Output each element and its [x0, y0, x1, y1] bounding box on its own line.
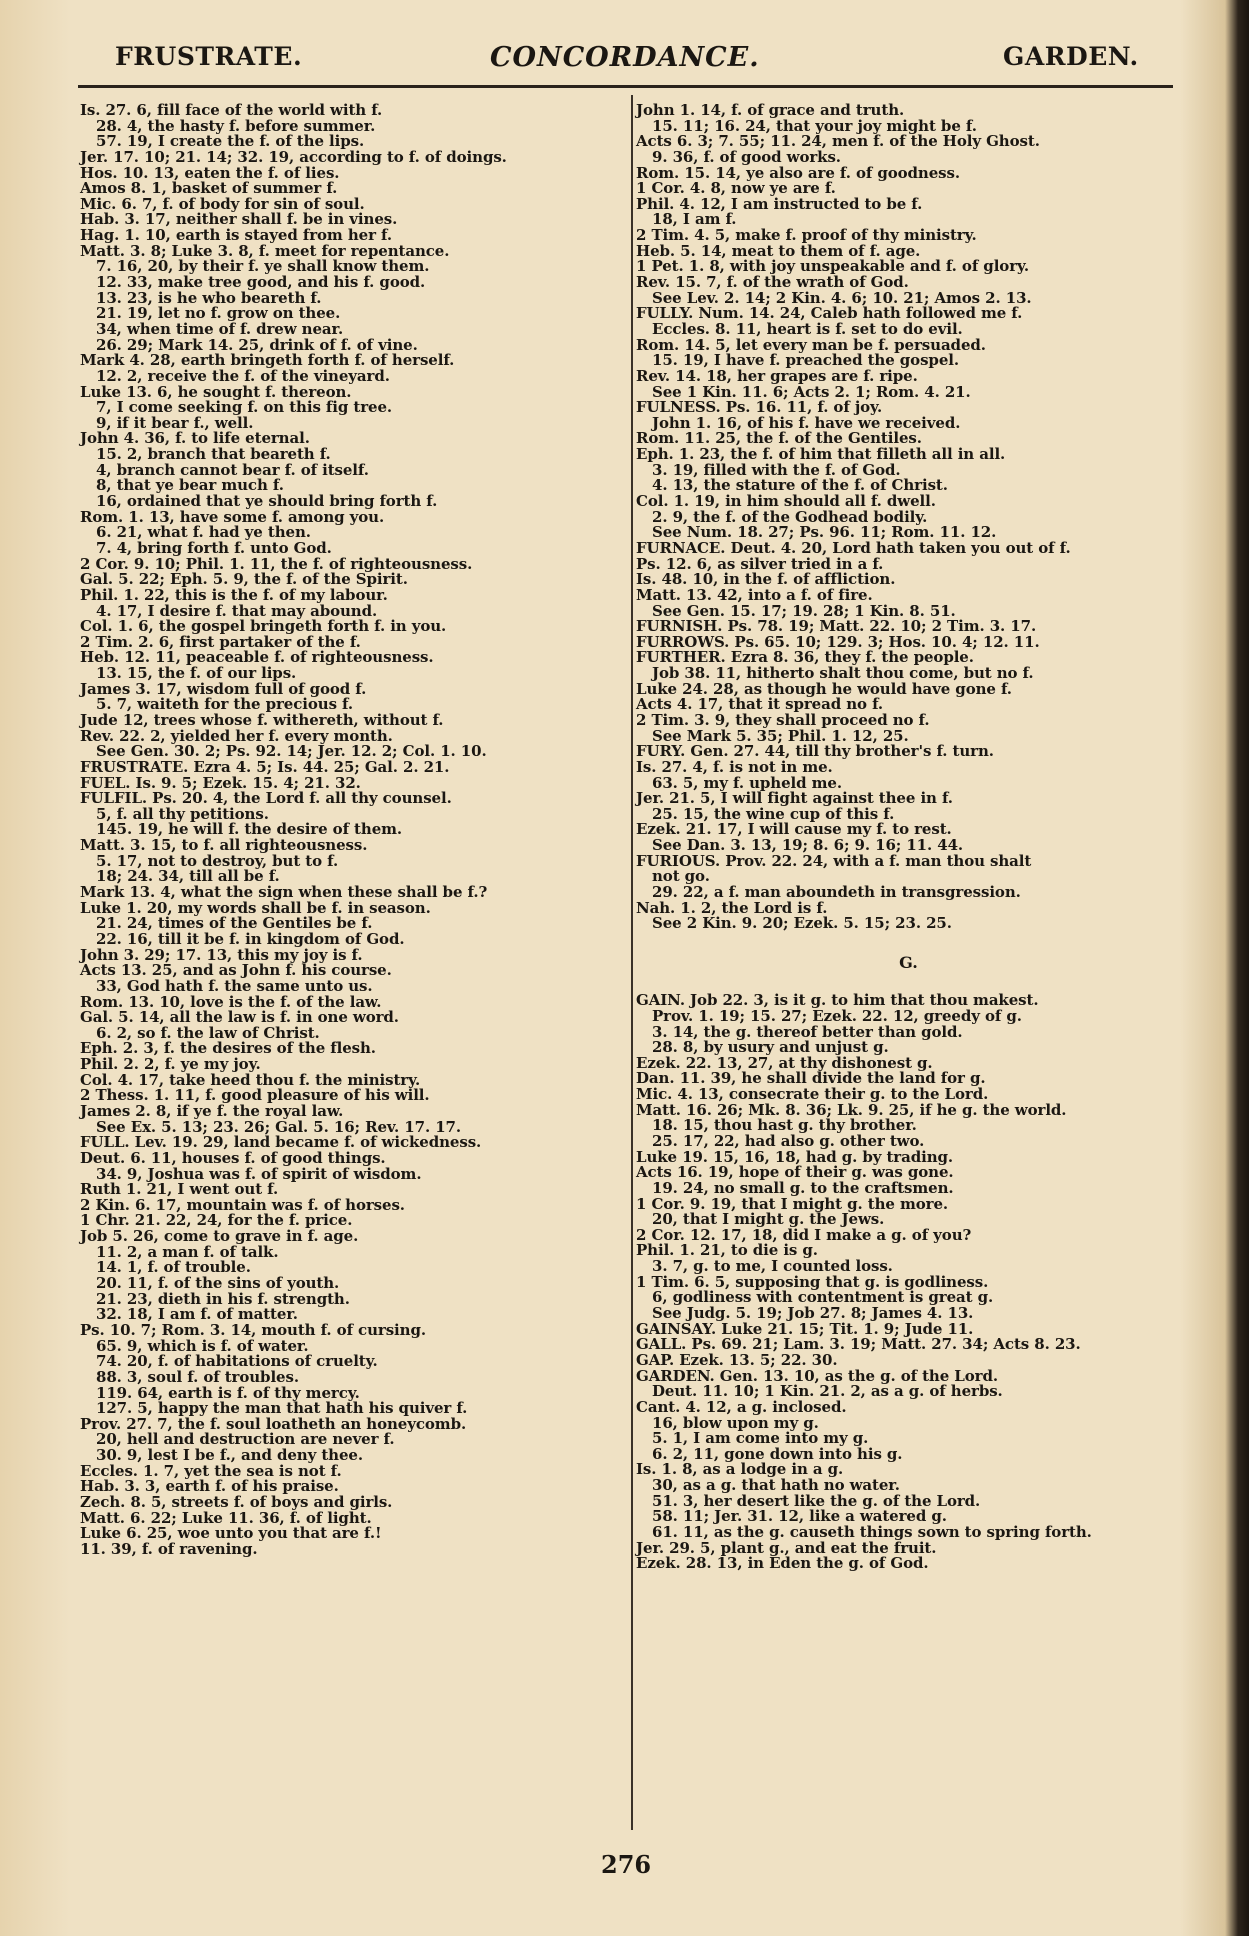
concordance-line: Ezek. 21. 17, I will cause my f. to rest.	[636, 820, 952, 839]
concordance-line: 2 Cor. 9. 10; Phil. 1. 11, the f. of righteousness.	[80, 554, 473, 573]
concordance-line: Prov. 27. 7, the f. soul loatheth an honeycomb.	[80, 1414, 467, 1433]
concordance-line: 1 Pet. 1. 8, with joy unspeakable and f. of glory.	[636, 257, 1030, 276]
concordance-line: 7, I come seeking f. on this fig tree.	[96, 398, 393, 417]
concordance-line: Col. 1. 6, the gospel bringeth forth f. in you.	[80, 617, 447, 636]
concordance-line: Col. 1. 19, in him should all f. dwell.	[636, 492, 936, 511]
concordance-line: 65. 9, which is f. of water.	[96, 1336, 309, 1355]
concordance-line: Rev. 14. 18, her grapes are f. ripe.	[636, 366, 918, 385]
concordance-line: Rom. 13. 10, love is the f. of the law.	[80, 992, 382, 1011]
concordance-line: Hab. 3. 17, neither shall f. be in vines.	[80, 210, 398, 229]
concordance-line: FURROWS. Ps. 65. 10; 129. 3; Hos. 10. 4; 12. 11.	[636, 632, 1040, 651]
concordance-line: 2 Thess. 1. 11, f. good pleasure of his will.	[80, 1086, 430, 1105]
concordance-line: Luke 13. 6, he sought f. thereon.	[80, 382, 352, 401]
concordance-line: 7. 16, 20, by their f. ye shall know them.	[96, 257, 430, 276]
concordance-line: 5, f. all thy petitions.	[96, 804, 269, 823]
concordance-line: Mark 4. 28, earth bringeth forth f. of herself.	[80, 351, 455, 370]
concordance-line: Is. 27. 4, f. is not in me.	[636, 757, 833, 776]
header-title: CONCORDANCE.	[490, 42, 760, 73]
concordance-line: 34. 9, Joshua was f. of spirit of wisdom.	[96, 1164, 422, 1183]
concordance-line: 34, when time of f. drew near.	[96, 319, 344, 338]
concordance-line: 6. 2, so f. the law of Christ.	[96, 1023, 320, 1042]
concordance-line: John 1. 14, f. of grace and truth.	[636, 101, 905, 119]
concordance-line: Acts 16. 19, hope of their g. was gone.	[636, 1163, 954, 1182]
concordance-line: Ezek. 22. 13, 27, at thy dishonest g.	[636, 1053, 933, 1072]
concordance-line: Rev. 15. 7, f. of the wrath of God.	[636, 273, 909, 292]
concordance-line: 8, that ye bear much f.	[96, 476, 284, 495]
concordance-line: 20, that I might g. the Jews.	[652, 1210, 885, 1229]
concordance-line: See Judg. 5. 19; Job 27. 8; James 4. 13.	[652, 1304, 974, 1323]
concordance-line: Prov. 1. 19; 15. 27; Ezek. 22. 12, greedy of g.	[652, 1006, 1022, 1025]
concordance-line: 18. 15, thou hast g. thy brother.	[652, 1116, 917, 1135]
concordance-line: 4. 17, I desire f. that may abound.	[96, 601, 378, 620]
concordance-line: 30. 9, lest I be f., and deny thee.	[96, 1446, 363, 1465]
concordance-line: 58. 11; Jer. 31. 12, like a watered g.	[652, 1507, 947, 1526]
concordance-line: 11. 39, f. of ravening.	[80, 1539, 258, 1558]
concordance-line: Hab. 3. 3, earth f. of his praise.	[80, 1477, 339, 1496]
concordance-line: Hos. 10. 13, eaten the f. of lies.	[80, 163, 340, 182]
concordance-line: Dan. 11. 39, he shall divide the land for g.	[636, 1069, 986, 1088]
concordance-line: 2. 9, the f. of the Godhead bodily.	[652, 507, 928, 526]
concordance-line: 2 Tim. 4. 5, make f. proof of thy ministry.	[636, 226, 977, 245]
concordance-line: Matt. 16. 26; Mk. 8. 36; Lk. 9. 25, if he g. the world.	[636, 1100, 1067, 1119]
concordance-line: Deut. 11. 10; 1 Kin. 21. 2, as a g. of herbs.	[652, 1382, 1003, 1401]
concordance-line: Phil. 2. 2, f. ye my joy.	[80, 1055, 261, 1074]
concordance-line: Acts 13. 25, and as John f. his course.	[80, 961, 392, 980]
concordance-line: Luke 24. 28, as though he would have gone f.	[636, 679, 1012, 698]
concordance-line: Jude 12, trees whose f. withereth, without f.	[80, 710, 444, 729]
concordance-line: Mic. 6. 7, f. of body for sin of soul.	[80, 194, 365, 213]
concordance-line: GAP. Ezek. 13. 5; 22. 30.	[636, 1350, 838, 1369]
concordance-line: 3. 19, filled with the f. of God.	[652, 460, 901, 479]
concordance-line: 20. 11, f. of the sins of youth.	[96, 1274, 340, 1293]
concordance-line: 119. 64, earth is f. of thy mercy.	[96, 1383, 360, 1402]
concordance-line: 15. 11; 16. 24, that your joy might be f.	[652, 116, 977, 135]
concordance-line: 16, blow upon my g.	[652, 1413, 819, 1432]
concordance-line: 28. 8, by usury and unjust g.	[652, 1038, 889, 1057]
concordance-line: Phil. 1. 22, this is the f. of my labour.	[80, 585, 388, 604]
concordance-line: FURNISH. Ps. 78. 19; Matt. 22. 10; 2 Tim. 3. 17.	[636, 617, 1037, 636]
concordance-line: FUEL. Is. 9. 5; Ezek. 15. 4; 21. 32.	[80, 773, 361, 792]
concordance-line: Rom. 15. 14, ye also are f. of goodness.	[636, 163, 960, 182]
concordance-line: FURY. Gen. 27. 44, till thy brother's f. turn.	[636, 742, 994, 761]
concordance-line: 5. 7, waiteth for the precious f.	[96, 695, 353, 714]
concordance-line: 26. 29; Mark 14. 25, drink of f. of vine.	[96, 335, 418, 354]
page-number: 276	[601, 1850, 652, 1879]
concordance-line: 1 Cor. 9. 19, that I might g. the more.	[636, 1194, 949, 1213]
page-header	[115, 38, 1165, 78]
concordance-line: 22. 16, till it be f. in kingdom of God.	[96, 929, 405, 948]
concordance-line: See Mark 5. 35; Phil. 1. 12, 25.	[652, 726, 909, 745]
concordance-line: 21. 24, times of the Gentiles be f.	[96, 914, 373, 933]
concordance-line: 12. 2, receive the f. of the vineyard.	[96, 366, 390, 385]
concordance-line: Jer. 21. 5, I will fight against thee in f.	[636, 789, 953, 808]
concordance-line: Job 5. 26, come to grave in f. age.	[80, 1227, 359, 1246]
concordance-line: Jer. 17. 10; 21. 14; 32. 19, according to f. of doings.	[80, 147, 507, 166]
concordance-line: Matt. 3. 8; Luke 3. 8, f. meet for repentance.	[80, 241, 450, 260]
concordance-line: 9. 36, f. of good works.	[652, 147, 841, 166]
concordance-line: Matt. 3. 15, to f. all righteousness.	[80, 836, 368, 855]
concordance-line: See Dan. 3. 13, 19; 8. 6; 9. 16; 11. 44.	[652, 836, 964, 855]
concordance-line: 74. 20, f. of habitations of cruelty.	[96, 1352, 378, 1371]
section-heading: G.	[899, 952, 918, 972]
concordance-line: Ezek. 28. 13, in Eden the g. of God.	[636, 1554, 929, 1573]
concordance-line: FURIOUS. Prov. 22. 24, with a f. man thou shalt	[636, 851, 1032, 870]
concordance-line: 61. 11, as the g. causeth things sown to spring forth.	[652, 1523, 1092, 1542]
concordance-line: 6. 2, 11, gone down into his g.	[652, 1444, 903, 1463]
concordance-line: 13. 15, the f. of our lips.	[96, 664, 297, 683]
right-column	[636, 103, 1181, 1572]
concordance-line: Eccles. 8. 11, heart is f. set to do evil.	[652, 319, 963, 338]
concordance-line: John 1. 16, of his f. have we received.	[652, 413, 961, 432]
concordance-line: Is. 48. 10, in the f. of affliction.	[636, 570, 896, 589]
concordance-line: Acts 6. 3; 7. 55; 11. 24, men f. of the Holy Ghost.	[636, 132, 1040, 151]
concordance-line: 16, ordained that ye should bring forth f.	[96, 492, 438, 511]
concordance-line: Cant. 4. 12, a g. inclosed.	[636, 1397, 847, 1416]
concordance-line: GAINSAY. Luke 21. 15; Tit. 1. 9; Jude 11.	[636, 1319, 974, 1338]
concordance-line: Eph. 2. 3, f. the desires of the flesh.	[80, 1039, 376, 1058]
concordance-line: Amos 8. 1, basket of summer f.	[80, 179, 338, 198]
concordance-line: Ruth 1. 21, I went out f.	[80, 1180, 279, 1199]
concordance-line: James 2. 8, if ye f. the royal law.	[80, 1102, 344, 1120]
concordance-line: 3. 7, g. to me, I counted loss.	[652, 1257, 893, 1276]
concordance-line: Col. 4. 17, take heed thou f. the ministry.	[80, 1070, 421, 1089]
concordance-line: 1 Tim. 6. 5, supposing that g. is godliness.	[636, 1272, 989, 1291]
concordance-line: Luke 1. 20, my words shall be f. in season.	[80, 898, 431, 917]
concordance-line: 5. 17, not to destroy, but to f.	[96, 851, 339, 870]
column-divider	[631, 95, 633, 1830]
concordance-line: 21. 19, let no f. grow on thee.	[96, 304, 341, 323]
concordance-line: not go.	[652, 867, 710, 886]
concordance-line: Mark 13. 4, what the sign when these shall be f.?	[80, 883, 488, 902]
concordance-line: 6, godliness with contentment is great g.	[652, 1288, 994, 1307]
header-right-guide-word: GARDEN.	[1003, 42, 1139, 71]
concordance-line: Rev. 22. 2, yielded her f. every month.	[80, 726, 393, 745]
concordance-line: FULFIL. Ps. 20. 4, the Lord f. all thy counsel.	[80, 789, 452, 808]
concordance-line: Matt. 13. 42, into a f. of fire.	[636, 585, 873, 604]
concordance-line: 5. 1, I am come into my g.	[652, 1429, 869, 1448]
concordance-line: FULL. Lev. 19. 29, land became f. of wickedness.	[80, 1133, 482, 1152]
concordance-line: 30, as a g. that hath no water.	[652, 1476, 900, 1495]
concordance-line: 15. 19, I have f. preached the gospel.	[652, 351, 959, 370]
concordance-line: 63. 5, my f. upheld me.	[652, 773, 842, 792]
concordance-line: Gal. 5. 14, all the law is f. in one word.	[80, 1008, 399, 1027]
concordance-line: Ps. 12. 6, as silver tried in a f.	[636, 554, 884, 573]
concordance-line: See 1 Kin. 11. 6; Acts 2. 1; Rom. 4. 21.	[652, 382, 971, 401]
concordance-line: 14. 1, f. of trouble.	[96, 1258, 251, 1277]
concordance-line: Heb. 12. 11, peaceable f. of righteousness.	[80, 648, 434, 667]
concordance-line: FURNACE. Deut. 4. 20, Lord hath taken you out of f.	[636, 538, 1071, 557]
concordance-line: GAIN. Job 22. 3, is it g. to him that thou makest.	[636, 991, 1039, 1010]
concordance-line: Job 38. 11, hitherto shalt thou come, but no f.	[652, 664, 1034, 683]
concordance-line: Ps. 10. 7; Rom. 3. 14, mouth f. of cursing.	[80, 1320, 426, 1339]
concordance-line: See Gen. 15. 17; 19. 28; 1 Kin. 8. 51.	[652, 601, 956, 620]
concordance-line: Jer. 29. 5, plant g., and eat the fruit.	[636, 1538, 937, 1557]
concordance-line: Heb. 5. 14, meat to them of f. age.	[636, 241, 921, 260]
concordance-line: Gal. 5. 22; Eph. 5. 9, the f. of the Spirit.	[80, 570, 408, 589]
concordance-line: Is. 1. 8, as a lodge in a g.	[636, 1460, 844, 1479]
concordance-line: 11. 2, a man f. of talk.	[96, 1242, 279, 1261]
concordance-line: See 2 Kin. 9. 20; Ezek. 5. 15; 23. 25.	[652, 914, 952, 933]
concordance-line: 2 Tim. 2. 6, first partaker of the f.	[80, 632, 361, 651]
concordance-line: FRUSTRATE. Ezra 4. 5; Is. 44. 25; Gal. 2. 21.	[80, 757, 450, 776]
concordance-line: 4. 13, the stature of the f. of Christ.	[652, 476, 948, 495]
concordance-line: 127. 5, happy the man that hath his quiver f.	[96, 1399, 468, 1418]
concordance-line: Rom. 11. 25, the f. of the Gentiles.	[636, 429, 922, 448]
concordance-line: John 3. 29; 17. 13, this my joy is f.	[80, 945, 363, 964]
header-rule	[78, 85, 1173, 88]
concordance-line: 2 Cor. 12. 17, 18, did I make a g. of you?	[636, 1225, 972, 1244]
concordance-line: 28. 4, the hasty f. before summer.	[96, 116, 376, 135]
concordance-line: Eccles. 1. 7, yet the sea is not f.	[80, 1461, 342, 1480]
concordance-line: Acts 4. 17, that it spread no f.	[636, 695, 884, 714]
concordance-line: FULLY. Num. 14. 24, Caleb hath followed me f.	[636, 304, 1023, 323]
concordance-line: FULNESS. Ps. 16. 11, f. of joy.	[636, 398, 883, 417]
concordance-line: See Ex. 5. 13; 23. 26; Gal. 5. 16; Rev. 17. 17.	[96, 1117, 461, 1136]
concordance-line: 13. 23, is he who beareth f.	[96, 288, 322, 307]
concordance-line: 2 Tim. 3. 9, they shall proceed no f.	[636, 710, 930, 729]
concordance-line: FURTHER. Ezra 8. 36, they f. the people.	[636, 648, 974, 667]
concordance-line: See Lev. 2. 14; 2 Kin. 4. 6; 10. 21; Amos 2. 13.	[652, 288, 1032, 307]
concordance-line: 4, branch cannot bear f. of itself.	[96, 460, 369, 479]
concordance-line: 25. 17, 22, had also g. other two.	[652, 1132, 925, 1150]
concordance-line: 18; 24. 34, till all be f.	[96, 867, 280, 886]
left-column	[80, 103, 625, 1558]
concordance-line: Nah. 1. 2, the Lord is f.	[636, 898, 828, 917]
concordance-line: Deut. 6. 11, houses f. of good things.	[80, 1148, 386, 1167]
concordance-line: 145. 19, he will f. the desire of them.	[96, 820, 403, 839]
concordance-line: 2 Kin. 6. 17, mountain was f. of horses.	[80, 1195, 405, 1214]
header-left-guide-word: FRUSTRATE.	[115, 42, 303, 71]
concordance-line: 15. 2, branch that beareth f.	[96, 445, 331, 464]
concordance-line: 7. 4, bring forth f. unto God.	[96, 538, 332, 557]
concordance-line: Matt. 6. 22; Luke 11. 36, f. of light.	[80, 1508, 372, 1527]
concordance-line: Luke 6. 25, woe unto you that are f.!	[80, 1524, 382, 1543]
concordance-line: Phil. 4. 12, I am instructed to be f.	[636, 194, 923, 213]
concordance-line: 51. 3, her desert like the g. of the Lord.	[652, 1491, 981, 1510]
concordance-line: GALL. Ps. 69. 21; Lam. 3. 19; Matt. 27. 34; Acts 8. 23.	[636, 1335, 1081, 1354]
concordance-line: Is. 27. 6, fill face of the world with f.	[80, 101, 383, 119]
concordance-line: 57. 19, I create the f. of the lips.	[96, 132, 365, 151]
concordance-line: Zech. 8. 5, streets f. of boys and girls.	[80, 1493, 393, 1512]
concordance-line: 1 Cor. 4. 8, now ye are f.	[636, 179, 836, 198]
concordance-line: 9, if it bear f., well.	[96, 413, 254, 432]
concordance-line: Rom. 14. 5, let every man be f. persuaded.	[636, 335, 986, 354]
concordance-line: Rom. 1. 13, have some f. among you.	[80, 507, 385, 526]
concordance-line: John 4. 36, f. to life eternal.	[80, 429, 310, 448]
concordance-line: See Num. 18. 27; Ps. 96. 11; Rom. 11. 12.	[652, 523, 997, 542]
concordance-line: 20, hell and destruction are never f.	[96, 1430, 395, 1449]
concordance-line: 21. 23, dieth in his f. strength.	[96, 1289, 350, 1308]
concordance-line: 18, I am f.	[652, 210, 737, 229]
concordance-line: 29. 22, a f. man aboundeth in transgression.	[652, 883, 1021, 902]
concordance-line: 88. 3, soul f. of troubles.	[96, 1367, 299, 1386]
concordance-line: GARDEN. Gen. 13. 10, as the g. of the Lord.	[636, 1366, 998, 1385]
concordance-line: Luke 19. 15, 16, 18, had g. by trading.	[636, 1147, 954, 1166]
concordance-line: 3. 14, the g. thereof better than gold.	[652, 1022, 963, 1041]
concordance-line: Eph. 1. 23, the f. of him that filleth all in all.	[636, 445, 1006, 464]
concordance-line: Phil. 1. 21, to die is g.	[636, 1241, 818, 1260]
concordance-line: 12. 33, make tree good, and his f. good.	[96, 273, 426, 292]
concordance-line: 6. 21, what f. had ye then.	[96, 523, 311, 542]
concordance-line: 33, God hath f. the same unto us.	[96, 976, 373, 995]
concordance-line: James 3. 17, wisdom full of good f.	[80, 679, 367, 698]
concordance-line: See Gen. 30. 2; Ps. 92. 14; Jer. 12. 2; Col. 1. 10.	[96, 742, 487, 761]
concordance-line: Mic. 4. 13, consecrate their g. to the Lord.	[636, 1085, 989, 1104]
concordance-line: Hag. 1. 10, earth is stayed from her f.	[80, 226, 392, 245]
concordance-line: 32. 18, I am f. of matter.	[96, 1305, 298, 1324]
concordance-line: 25. 15, the wine cup of this f.	[652, 804, 895, 823]
blank-line	[636, 932, 1181, 948]
concordance-line: 19. 24, no small g. to the craftsmen.	[652, 1178, 954, 1197]
concordance-line: 1 Chr. 21. 22, 24, for the f. price.	[80, 1211, 353, 1230]
